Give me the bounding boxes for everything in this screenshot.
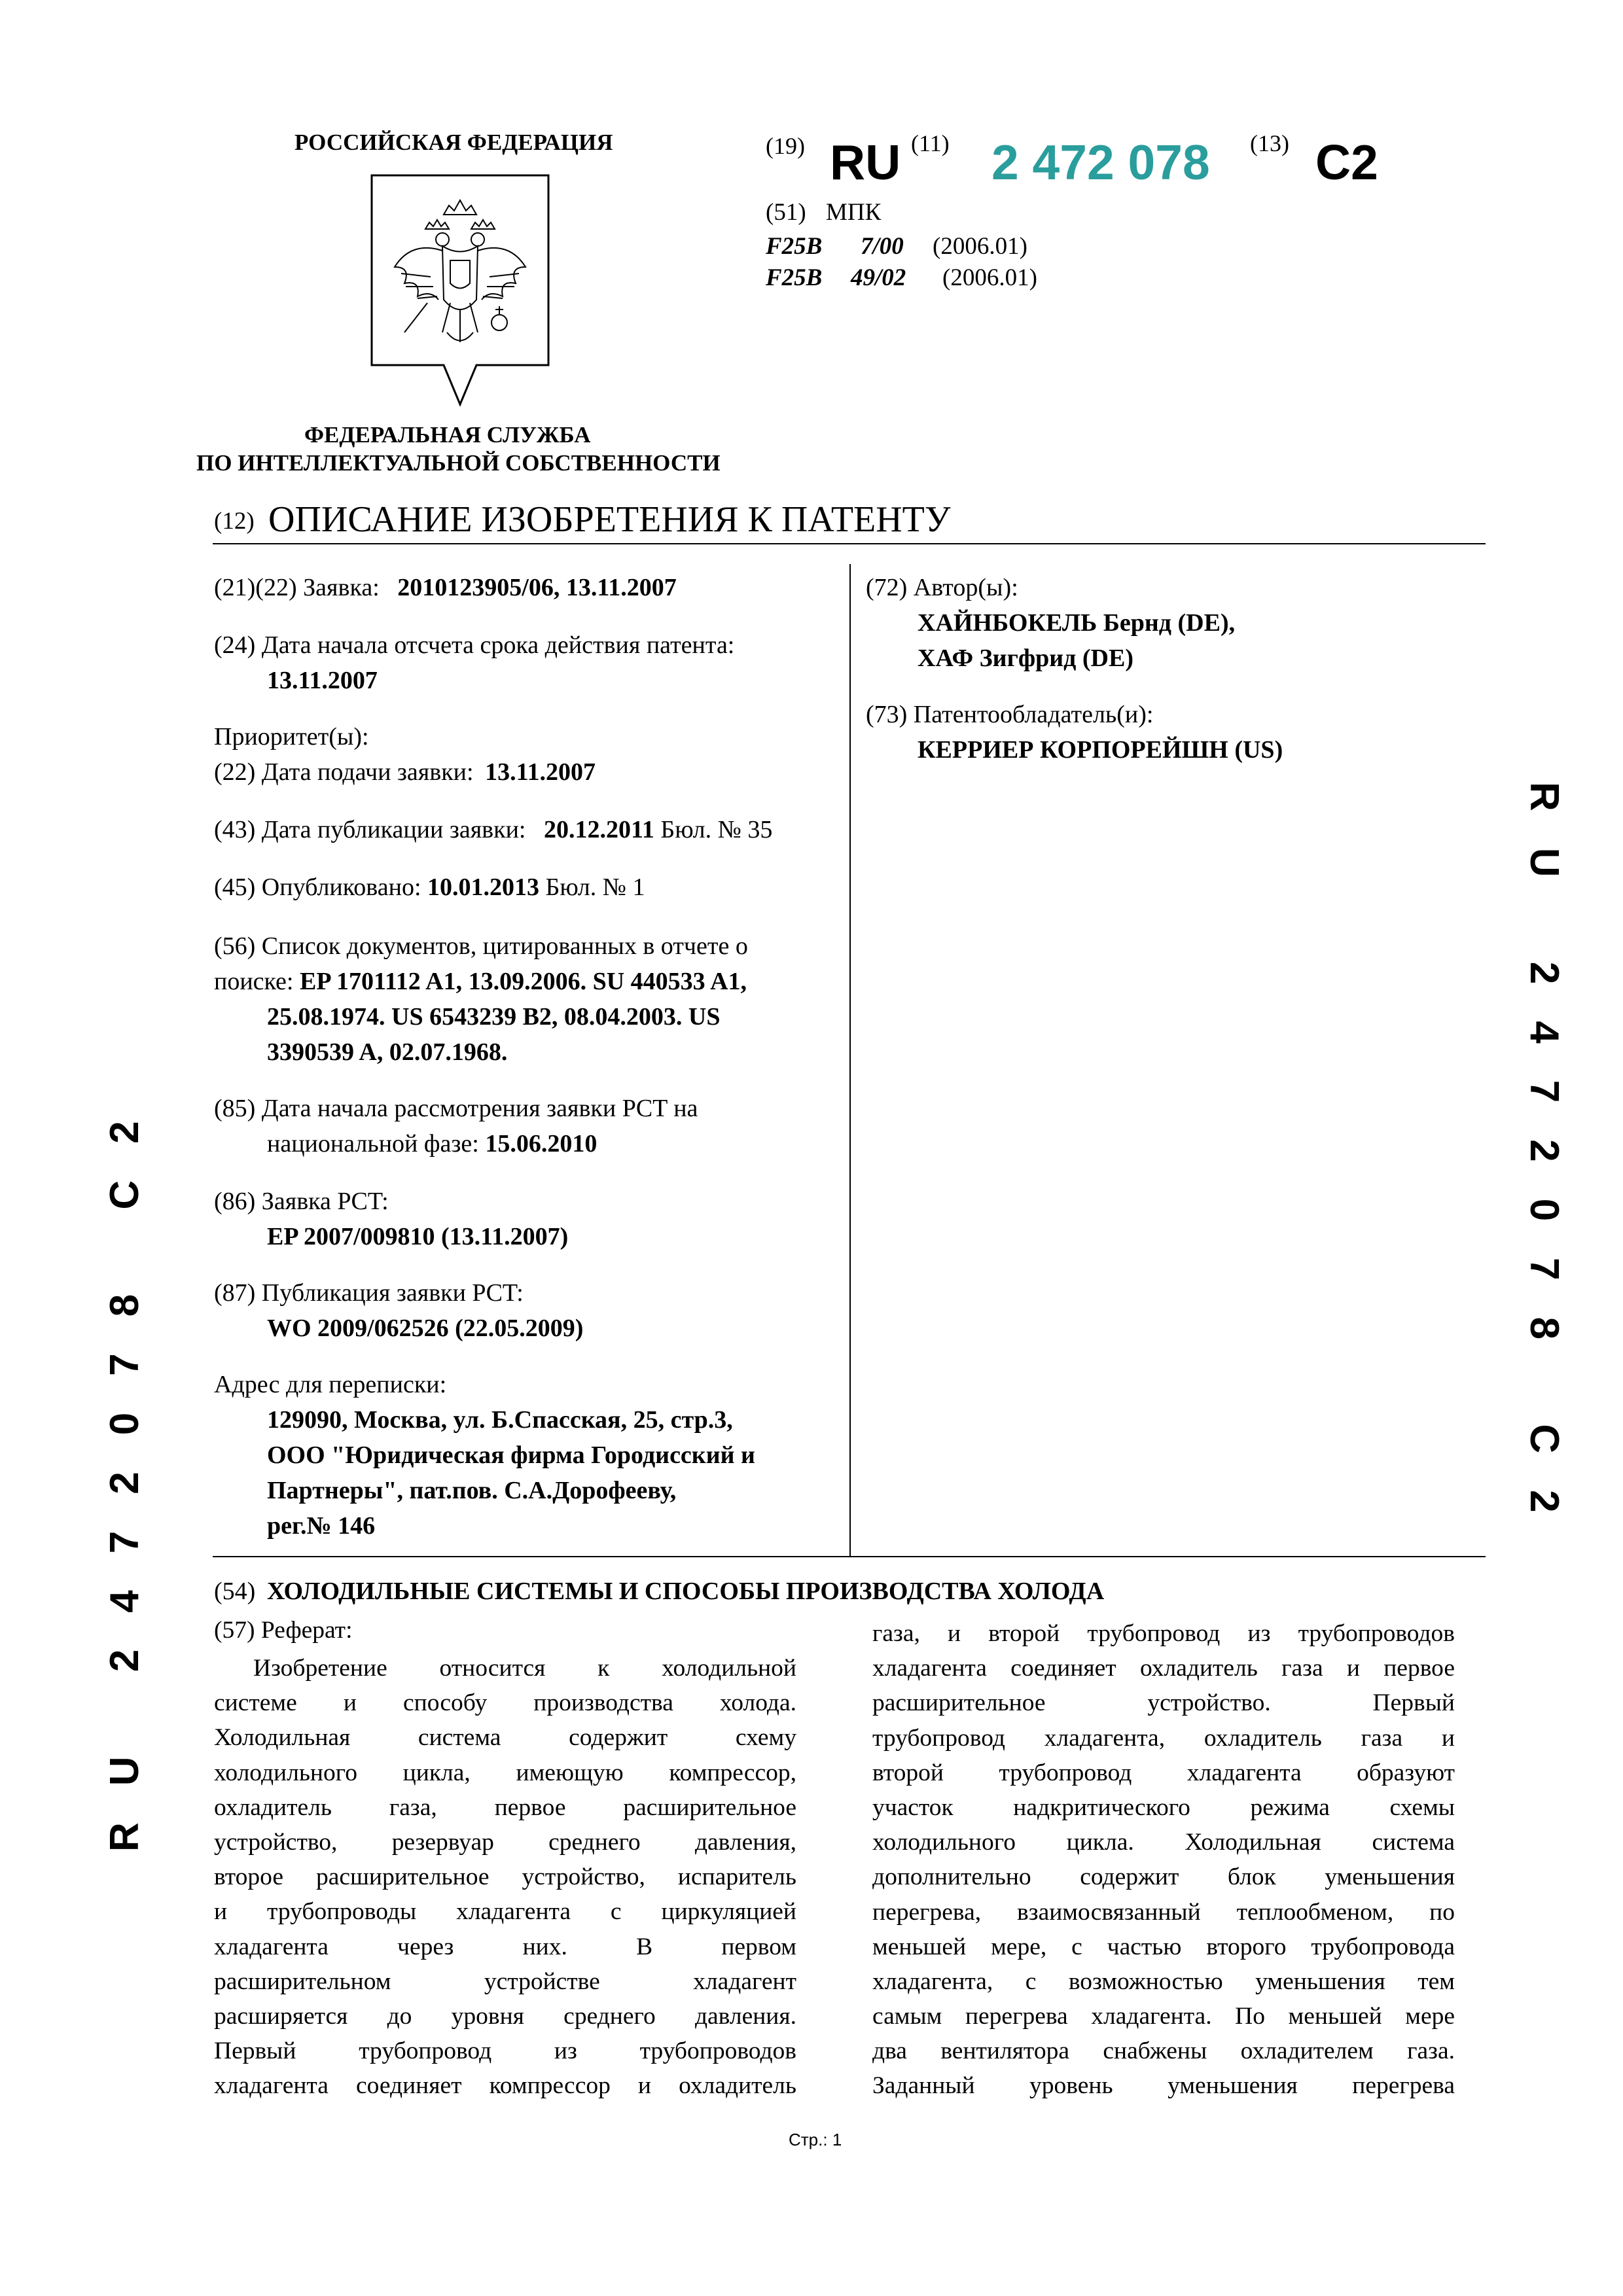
field-86-label: (86) Заявка PCT: (214, 1188, 389, 1215)
abstract-column-left (214, 1651, 796, 2103)
priority-label: Приоритет(ы): (214, 723, 369, 751)
field-45-value: 10.01.2013 (427, 874, 540, 901)
kind-code: C2 (1315, 135, 1378, 190)
abstract-line: расширяется до уровня среднего давления. (214, 2002, 796, 2030)
field-45 (214, 869, 645, 906)
inid-code-11: (11) (911, 130, 950, 156)
field-24-label: (24) Дата начала отсчета срока действия патента: (214, 631, 735, 659)
field-56-value1: EP 1701112 A1, 13.09.2006. SU 440533 A1, (299, 968, 747, 995)
ipc-version: (2006.01) (942, 264, 1037, 291)
abstract-column-right (872, 1616, 1455, 2104)
field-56-value3: 3390539 A, 02.07.1968. (267, 1038, 508, 1066)
address-line: 129090, Москва, ул. Б.Спасская, 25, стр.3, (267, 1406, 733, 1434)
abstract-line: системе и способу производства холода. (214, 1689, 796, 1717)
abstract-line: газа, и второй трубопровод из трубопроводов (872, 1620, 1455, 1647)
patent-number: 2 472 078 (991, 135, 1210, 190)
abstract-line: холодильного цикла. Холодильная система (872, 1829, 1455, 1856)
address-label: Адрес для переписки: (214, 1371, 447, 1398)
abstract-label: (57) Реферат: (214, 1617, 353, 1644)
abstract-line: расширительное устройство. Первый (872, 1689, 1455, 1717)
address-line: ООО "Юридическая фирма Городисский и (267, 1441, 755, 1469)
field-22-value: 13.11.2007 (485, 758, 596, 786)
field-85-label2: национальной фазе: (267, 1130, 479, 1157)
abstract-line: хладагента соединяет компрессор и охладитель (214, 2072, 796, 2100)
field-56-label2: поиске: (214, 968, 294, 995)
agency-name-line1: ФЕДЕРАЛЬНАЯ СЛУЖБА (304, 422, 591, 448)
field-21-label: (21)(22) Заявка: (214, 574, 380, 601)
field-45-bulletin: Бюл. № 1 (545, 874, 645, 901)
field-86-value: EP 2007/009810 (13.11.2007) (267, 1223, 569, 1250)
field-43 (214, 811, 772, 848)
abstract-line: Первый трубопровод из трубопроводов (214, 2038, 796, 2065)
abstract-line: перегрева, взаимосвязанный теплообменом, по (872, 1898, 1455, 1926)
abstract-line: самым перегрева хладагента. По меньшей мере (872, 2003, 1455, 2030)
abstract-line: трубопровод хладагента, охладитель газа и (872, 1724, 1455, 1752)
abstract-line: Изобретение относится к холодильной (253, 1655, 796, 1682)
inid-code-54: (54) (214, 1578, 256, 1605)
abstract-line: и трубопроводы хладагента с циркуляцией (214, 1898, 796, 1926)
patent-holder: КЕРРИЕР КОРПОРЕЙШН (US) (918, 736, 1283, 764)
ipc-label: МПК (826, 199, 882, 226)
document-title: ОПИСАНИЕ ИЗОБРЕТЕНИЯ К ПАТЕНТУ (268, 499, 951, 540)
side-label-left: RU 2472078 C2 (102, 1084, 147, 1852)
abstract-line: хладагента, с возможностью уменьшения тем (872, 1968, 1455, 1995)
field-21-value: 2010123905/06, 13.11.2007 (397, 574, 677, 601)
inid-code-51: (51) (766, 199, 806, 226)
coat-of-arms-icon (365, 169, 555, 411)
abstract-line: меньшей мере, с частью второго трубопровода (872, 1933, 1455, 1960)
abstract-line: второе расширительное устройство, испаритель (214, 1863, 796, 1891)
field-43-bulletin: Бюл. № 35 (660, 816, 773, 843)
field-22-label: (22) Дата подачи заявки: (214, 758, 474, 786)
abstract-line: холодильного цикла, имеющую компрессор, (214, 1759, 796, 1786)
field-56-label1: (56) Список документов, цитированных в отчете о (214, 932, 748, 960)
field-72-label: (72) Автор(ы): (866, 574, 1018, 601)
inid-code-12: (12) (214, 508, 255, 535)
side-label-right: RU 2472078 C2 (1522, 782, 1567, 1549)
agency-name-line2: ПО ИНТЕЛЛЕКТУАЛЬНОЙ СОБСТВЕННОСТИ (196, 450, 721, 476)
country-code: RU (830, 135, 901, 190)
biblio-bottom-divider (213, 1556, 1486, 1557)
field-24-value: 13.11.2007 (267, 667, 378, 694)
ipc-class: F25B (766, 264, 823, 291)
abstract-line: дополнительно содержит блок уменьшения (872, 1863, 1455, 1891)
field-43-label: (43) Дата публикации заявки: (214, 816, 526, 843)
field-21-22 (214, 569, 677, 606)
ipc-class: F25B (766, 233, 823, 260)
abstract-line: участок надкритического режима схемы (872, 1793, 1455, 1821)
address-line: Партнеры", пат.пов. С.А.Дорофееву, (267, 1477, 677, 1504)
field-56-value2: 25.08.1974. US 6543239 B2, 08.04.2003. US (267, 1003, 721, 1031)
abstract-line: охладитель газа, первое расширительное (214, 1793, 796, 1821)
ipc-version: (2006.01) (933, 233, 1027, 260)
field-85-line2 (267, 1125, 597, 1162)
author-name: ХАФ Зигфрид (DE) (918, 645, 1133, 672)
field-85-label1: (85) Дата начала рассмотрения заявки PCT на (214, 1095, 698, 1122)
field-87-value: WO 2009/062526 (22.05.2009) (267, 1315, 584, 1342)
field-85-value: 15.06.2010 (485, 1130, 597, 1157)
abstract-line: устройство, резервуар среднего давления, (214, 1828, 796, 1856)
invention-title: ХОЛОДИЛЬНЫЕ СИСТЕМЫ И СПОСОБЫ ПРОИЗВОДСТВА ХОЛОДА (267, 1578, 1105, 1605)
address-line: рег.№ 146 (267, 1512, 376, 1540)
abstract-line: хладагента через них. В первом (214, 1933, 796, 1960)
inid-code-13: (13) (1250, 130, 1289, 156)
ipc-group: 49/02 (851, 264, 906, 291)
ipc-group: 7/00 (861, 233, 904, 260)
inid-code-19: (19) (766, 133, 805, 159)
field-43-value: 20.12.2011 (543, 816, 654, 843)
abstract-line: Заданный уровень уменьшения перегрева (872, 2072, 1455, 2100)
field-22 (214, 754, 596, 790)
page-number: Стр.: 1 (789, 2130, 842, 2149)
field-87-label: (87) Публикация заявки PCT: (214, 1279, 524, 1307)
field-56-line2 (214, 963, 747, 1000)
abstract-line: Холодильная система содержит схему (214, 1724, 796, 1752)
country-name: РОССИЙСКАЯ ФЕДЕРАЦИЯ (294, 130, 613, 155)
column-divider (849, 564, 851, 1557)
header-divider (213, 543, 1486, 544)
author-name: ХАЙНБОКЕЛЬ Бернд (DE), (918, 609, 1236, 637)
abstract-line: два вентилятора снабжены охладителем газа. (872, 2038, 1455, 2065)
field-73-label: (73) Патентообладатель(и): (866, 701, 1154, 728)
abstract-line: второй трубопровод хладагента образуют (872, 1759, 1455, 1786)
abstract-line: расширительном устройстве хладагент (214, 1968, 796, 1995)
abstract-line: хладагента соединяет охладитель газа и первое (872, 1655, 1455, 1682)
field-45-label: (45) Опубликовано: (214, 874, 421, 901)
